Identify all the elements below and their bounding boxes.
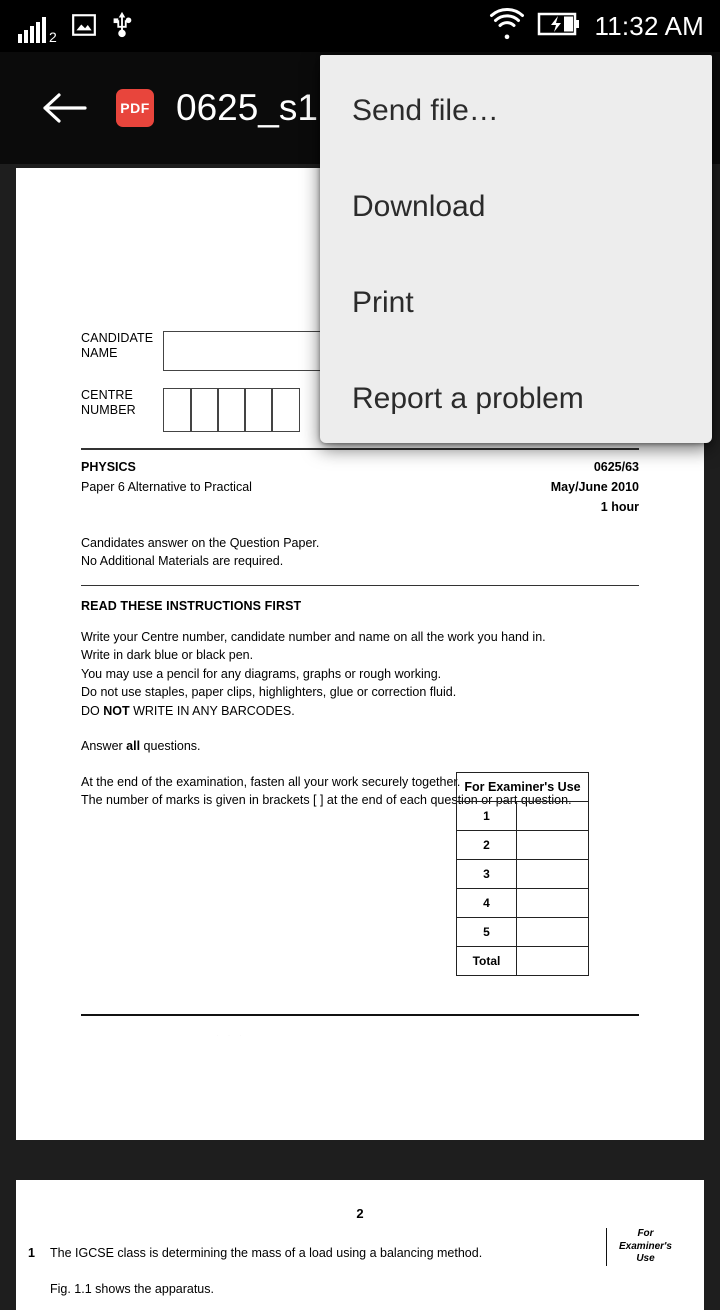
- table-row: [457, 831, 589, 860]
- overflow-menu[interactable]: [320, 55, 712, 443]
- exam-duration: 1 hour: [600, 499, 639, 514]
- page-number-2: 2: [356, 1206, 364, 1221]
- examiner-row-label: 3: [457, 860, 517, 889]
- examiner-mark-cell[interactable]: [517, 831, 589, 860]
- instruction-end-note: At the end of the examination, fasten all your work securely together.: [81, 774, 461, 789]
- examiner-row-label: Total: [457, 947, 517, 976]
- pdf-page-2: [16, 1180, 704, 1310]
- exam-session: May/June 2010: [550, 479, 639, 494]
- menu-item-print[interactable]: Print: [352, 286, 414, 319]
- examiner-row-label: 1: [457, 802, 517, 831]
- instruction-line: Do not use staples, paper clips, highlighters, glue or correction fluid.: [81, 685, 457, 700]
- subject-meta-row-1: [81, 460, 639, 474]
- examiner-row-label: 5: [457, 918, 517, 947]
- subject-meta-row-2: [81, 480, 639, 494]
- table-row: [457, 860, 589, 889]
- examiner-use-table: [456, 772, 589, 976]
- status-bar-right-icons: [490, 11, 720, 42]
- question-1-figure-note: [16, 1280, 704, 1298]
- instruction-answer-all: Answer all questions.: [81, 739, 201, 754]
- status-bar-left-icons: [0, 10, 133, 43]
- examiner-row-label: 4: [457, 889, 517, 918]
- divider-top: [81, 448, 639, 450]
- examiner-mark-cell[interactable]: [517, 947, 589, 976]
- instruction-barcode-warning: DO NOT WRITE IN ANY BARCODES.: [81, 703, 295, 718]
- syllabus-code: 0625/63: [593, 459, 639, 474]
- instruction-line: Write your Centre number, candidate number and name on all the work you hand in.: [81, 629, 546, 644]
- signal-bars-icon: [18, 17, 57, 43]
- examiner-table-header: For Examiner's Use: [457, 773, 589, 802]
- centre-number-label: CENTRE NUMBER: [81, 388, 136, 417]
- back-button[interactable]: [42, 91, 88, 125]
- instructions-heading: READ THESE INSTRUCTIONS FIRST: [81, 598, 302, 613]
- figure-caption-text: Fig. 1.1 shows the apparatus.: [50, 1282, 214, 1296]
- menu-item-report-a-problem[interactable]: Report a problem: [352, 382, 584, 415]
- signal-subscript: 2: [49, 28, 57, 45]
- note-no-materials: No Additional Materials are required.: [81, 554, 284, 569]
- divider-footer: [81, 1014, 639, 1016]
- examiner-mark-cell[interactable]: [517, 860, 589, 889]
- page-title: 0625_s1: [176, 87, 318, 128]
- table-row: [457, 889, 589, 918]
- candidate-name-label: CANDIDATE NAME: [81, 331, 154, 360]
- question-text: The IGCSE class is determining the mass of a load using a balancing method.: [50, 1246, 483, 1260]
- table-row: [457, 947, 589, 976]
- menu-item-send-file[interactable]: Send file…: [352, 94, 499, 127]
- divider-instructions: [81, 585, 639, 586]
- pdf-badge-label: PDF: [120, 100, 150, 116]
- battery-charging-icon: [538, 12, 580, 41]
- status-bar: [0, 0, 720, 52]
- examiner-use-side-note: For Examiner's Use: [606, 1228, 676, 1266]
- instruction-marks-note: The number of marks is given in brackets [ ] at the end of each question or part question.: [81, 793, 572, 808]
- table-row: [457, 802, 589, 831]
- centre-number-boxes[interactable]: [163, 388, 300, 432]
- question-1: [16, 1244, 704, 1262]
- paper-name: Paper 6 Alternative to Practical: [81, 479, 252, 494]
- pdf-file-icon: [116, 89, 154, 127]
- examiner-mark-cell[interactable]: [517, 802, 589, 831]
- footer-faint-text: · · ·: [216, 1030, 245, 1040]
- wifi-icon: [490, 11, 524, 42]
- question-number: 1: [28, 1246, 35, 1260]
- status-bar-clock: 11:32 AM: [594, 10, 704, 41]
- usb-icon: [111, 10, 133, 43]
- examiner-row-label: 2: [457, 831, 517, 860]
- table-row: [457, 918, 589, 947]
- note-answer-on-paper: Candidates answer on the Question Paper.: [81, 535, 320, 550]
- subject-name: PHYSICS: [81, 459, 136, 474]
- subject-meta-row-3: [81, 500, 639, 514]
- image-icon: [71, 12, 97, 43]
- examiner-mark-cell[interactable]: [517, 918, 589, 947]
- instruction-line: You may use a pencil for any diagrams, graphs or rough working.: [81, 666, 442, 681]
- instruction-line: Write in dark blue or black pen.: [81, 648, 254, 663]
- table-row: [457, 773, 589, 802]
- examiner-mark-cell[interactable]: [517, 889, 589, 918]
- menu-item-download[interactable]: Download: [352, 190, 486, 223]
